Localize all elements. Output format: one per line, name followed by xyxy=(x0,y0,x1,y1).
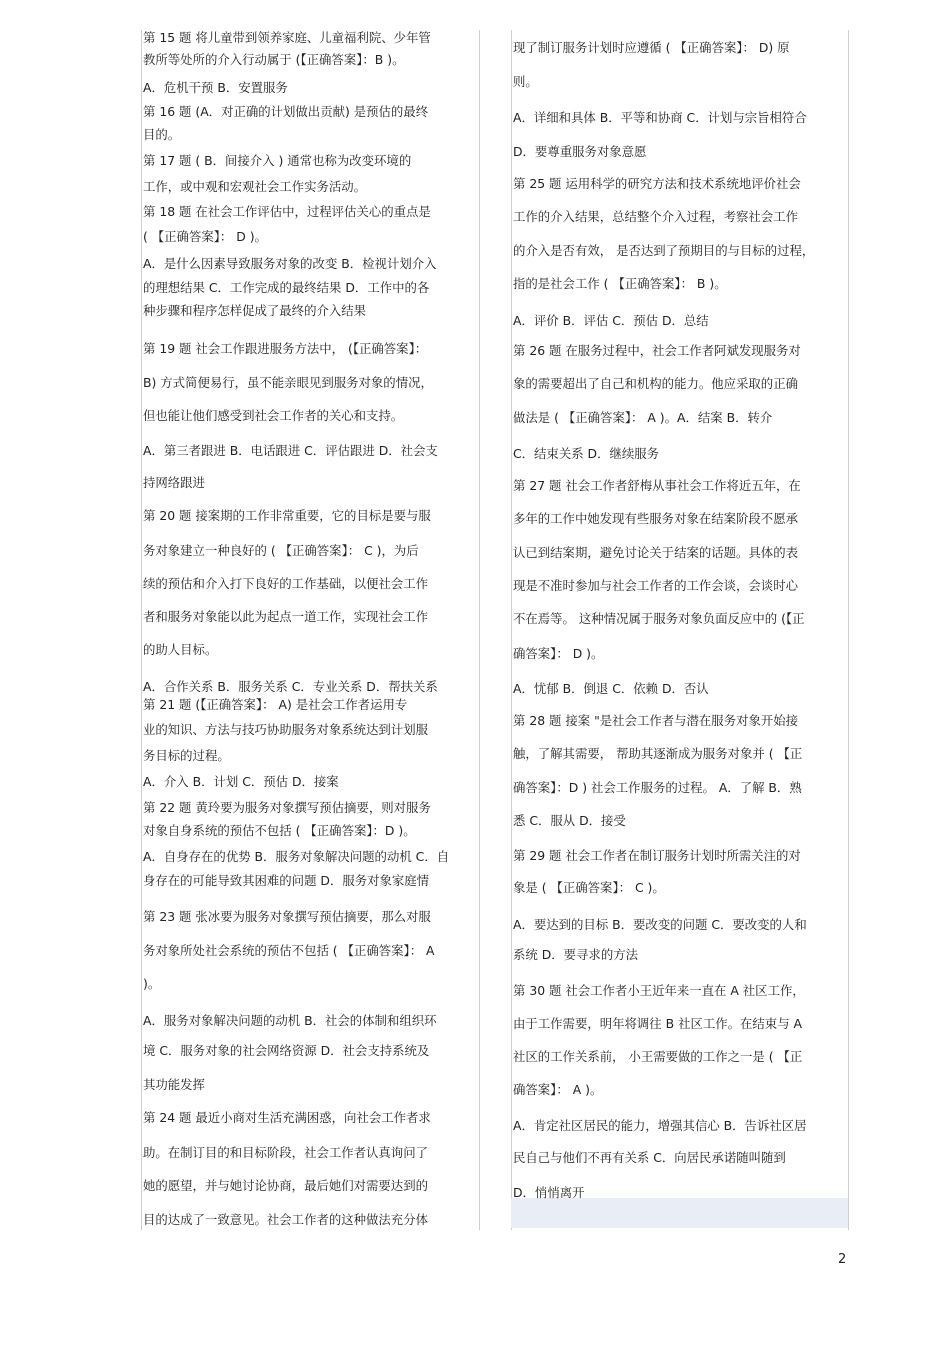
text-line: B) 方式简便易行，虽不能亲眼见到服务对象的情况， xyxy=(143,375,433,390)
text-line: 的介入是否有效， 是否达到了预期目的与目标的过程， xyxy=(513,243,815,258)
text-line: 悉 C．服从 D．接受 xyxy=(513,813,626,828)
text-line: 第 15 题 将儿童带到领养家庭、儿童福利院、少年管 xyxy=(143,30,431,45)
text-line: 由于工作需要，明年将调往 B 社区工作。在结束与 A xyxy=(513,1016,802,1031)
text-line: 境 C．服务对象的社会网络资源 D．社会支持系统及 xyxy=(143,1043,430,1058)
text-line: A．要达到的目标 B．要改变的问题 C．要改变的人和 xyxy=(513,917,807,932)
right-text-column xyxy=(511,0,849,1230)
text-line: 则。 xyxy=(513,74,538,89)
text-line: 第 16 题 (A．对正确的计划做出贡献) 是预估的最终 xyxy=(143,104,429,119)
text-line: 务对象所处社会系统的预估不包括 ( 【正确答案】： A xyxy=(143,943,435,958)
text-line: 目的。 xyxy=(143,127,181,142)
text-line: 工作的介入结果，总结整个介入过程，考察社会工作 xyxy=(513,209,798,224)
text-line: A．自身存在的优势 B．服务对象解决问题的动机 C．自 xyxy=(143,849,450,864)
text-line: C．结束关系 D．继续服务 xyxy=(513,446,660,461)
text-line: 确答案】： D )。 xyxy=(513,646,604,661)
text-line: 教所等处所的介入行动属于 (【正确答案】：B )。 xyxy=(143,52,405,67)
page-number: 2 xyxy=(838,1252,847,1267)
text-line: D．悄悄离开 xyxy=(513,1185,585,1200)
text-line: 第 18 题 在社会工作评估中，过程评估关心的重点是 xyxy=(143,204,431,219)
text-line: )。 xyxy=(143,976,161,991)
text-line: 种步骤和程序怎样促成了最终的介入结果 xyxy=(143,303,367,318)
text-line: 第 20 题 接案期的工作非常重要，它的目标是要与服 xyxy=(143,508,431,523)
text-line: 第 28 题 接案 "是社会工作者与潜在服务对象开始接 xyxy=(513,713,799,728)
text-line: 现了制订服务计划时应遵循 ( 【正确答案】： D) 原 xyxy=(513,40,790,55)
text-line: 第 17 题 ( B．间接介入 ) 通常也称为改变环境的 xyxy=(143,153,412,168)
text-line: D．要尊重服务对象意愿 xyxy=(513,144,647,159)
text-line: 社区的工作关系前， 小王需要做的工作之一是 ( 【正 xyxy=(513,1049,803,1064)
text-line: A．服务对象解决问题的动机 B．社会的体制和组织环 xyxy=(143,1013,437,1028)
text-line: 不在焉等。 这种情况属于服务对象负面反应中的 (【正 xyxy=(513,611,805,626)
text-line: A．危机干预 B．安置服务 xyxy=(143,80,288,95)
text-line: 务目标的过程。 xyxy=(143,748,230,763)
text-line: 多年的工作中她发现有些服务对象在结案阶段不愿承 xyxy=(513,511,798,526)
text-line: 第 19 题 社会工作跟进服务方法中， (【正确答案】： xyxy=(143,341,428,356)
text-line: ( 【正确答案】： D )。 xyxy=(143,229,267,244)
text-line: A．合作关系 B．服务关系 C．专业关系 D．帮扶关系 xyxy=(143,679,438,694)
text-line: 她的愿望，并与她讨论协商，最后她们对需要达到的 xyxy=(143,1178,428,1193)
text-line: 做法是 ( 【正确答案】： A )。A．结案 B．转介 xyxy=(513,410,773,425)
text-line: 第 27 题 社会工作者舒梅从事社会工作将近五年，在 xyxy=(513,478,801,493)
text-line: A．是什么因素导致服务对象的改变 B．检视计划介入 xyxy=(143,256,437,271)
text-line: A．肯定社区居民的能力，增强其信心 B．告诉社区居 xyxy=(513,1118,807,1133)
text-line: 身存在的可能导致其困难的问题 D．服务对象家庭情 xyxy=(143,873,430,888)
text-line: 目的达成了一致意见。社会工作者的这种做法充分体 xyxy=(143,1212,428,1227)
text-line: 确答案】：D ) 社会工作服务的过程。 A．了解 B．熟 xyxy=(513,780,802,795)
left-text-column xyxy=(141,0,479,1230)
text-line: 的助人目标。 xyxy=(143,642,218,657)
text-line: A．第三者跟进 B．电话跟进 C．评估跟进 D．社会支 xyxy=(143,443,438,458)
text-line: A．评价 B．评估 C．预估 D．总结 xyxy=(513,313,709,328)
text-line: 第 30 题 社会工作者小王近年来一直在 A 社区工作， xyxy=(513,983,805,998)
text-line: 持网络跟进 xyxy=(143,475,205,490)
text-line: 但也能让他们感受到社会工作者的关心和支持。 xyxy=(143,408,404,423)
text-line: 第 23 题 张冰要为服务对象撰写预估摘要，那么对服 xyxy=(143,909,431,924)
text-line: 续的预估和介入打下良好的工作基础，以便社会工作 xyxy=(143,576,428,591)
text-line: 助。在制订目的和目标阶段，社会工作者认真询问了 xyxy=(143,1145,428,1160)
text-line: 系统 D．要寻求的方法 xyxy=(513,947,638,962)
text-line: 务对象建立一种良好的 ( 【正确答案】： C )，为后 xyxy=(143,543,419,558)
text-line: 触，了解其需要， 帮助其逐渐成为服务对象并 ( 【正 xyxy=(513,746,803,761)
text-line: 第 29 题 社会工作者在制订服务计划时所需关注的对 xyxy=(513,848,801,863)
text-line: 者和服务对象能以此为起点一道工作，实现社会工作 xyxy=(143,609,428,624)
text-line: 第 24 题 最近小商对生活充满困惑，向社会工作者求 xyxy=(143,1110,431,1125)
text-line: 对象自身系统的预估不包括 ( 【正确答案】：D )。 xyxy=(143,823,416,838)
text-line: 第 26 题 在服务过程中，社会工作者阿斌发现服务对 xyxy=(513,343,801,358)
column-divider-middle xyxy=(479,30,480,1230)
text-line: A．详细和具体 B．平等和协商 C．计划与宗旨相符合 xyxy=(513,110,807,125)
text-line: 工作，或中观和宏观社会工作实务活动。 xyxy=(143,179,367,194)
text-line: 第 25 题 运用科学的研究方法和技术系统地评价社会 xyxy=(513,176,801,191)
text-line: A．介入 B．计划 C．预估 D．接案 xyxy=(143,774,339,789)
text-line: 其功能发挥 xyxy=(143,1077,205,1092)
text-line: 第 21 题 (【正确答案】： A) 是社会工作者运用专 xyxy=(143,697,408,712)
text-line: 确答案】： A )。 xyxy=(513,1082,603,1097)
text-line: 认已到结案期，避免讨论关于结案的话题。具体的表 xyxy=(513,545,798,560)
text-line: 现是不准时参加与社会工作者的工作会谈，会谈时心 xyxy=(513,578,798,593)
text-line: 民自己与他们不再有关系 C．向居民承诺随叫随到 xyxy=(513,1150,786,1165)
text-line: 业的知识、方法与技巧协助服务对象系统达到计划服 xyxy=(143,722,428,737)
text-line: 第 22 题 黄玲要为服务对象撰写预估摘要，则对服务 xyxy=(143,800,431,815)
text-line: A．忧郁 B．倒退 C．依赖 D．否认 xyxy=(513,681,709,696)
text-line: 象是 ( 【正确答案】： C )。 xyxy=(513,880,665,895)
text-line: 象的需要超出了自己和机构的能力。他应采取的正确 xyxy=(513,376,798,391)
text-line: 的理想结果 C．工作完成的最终结果 D．工作中的各 xyxy=(143,280,430,295)
text-line: 指的是社会工作 ( 【正确答案】： B )。 xyxy=(513,276,727,291)
